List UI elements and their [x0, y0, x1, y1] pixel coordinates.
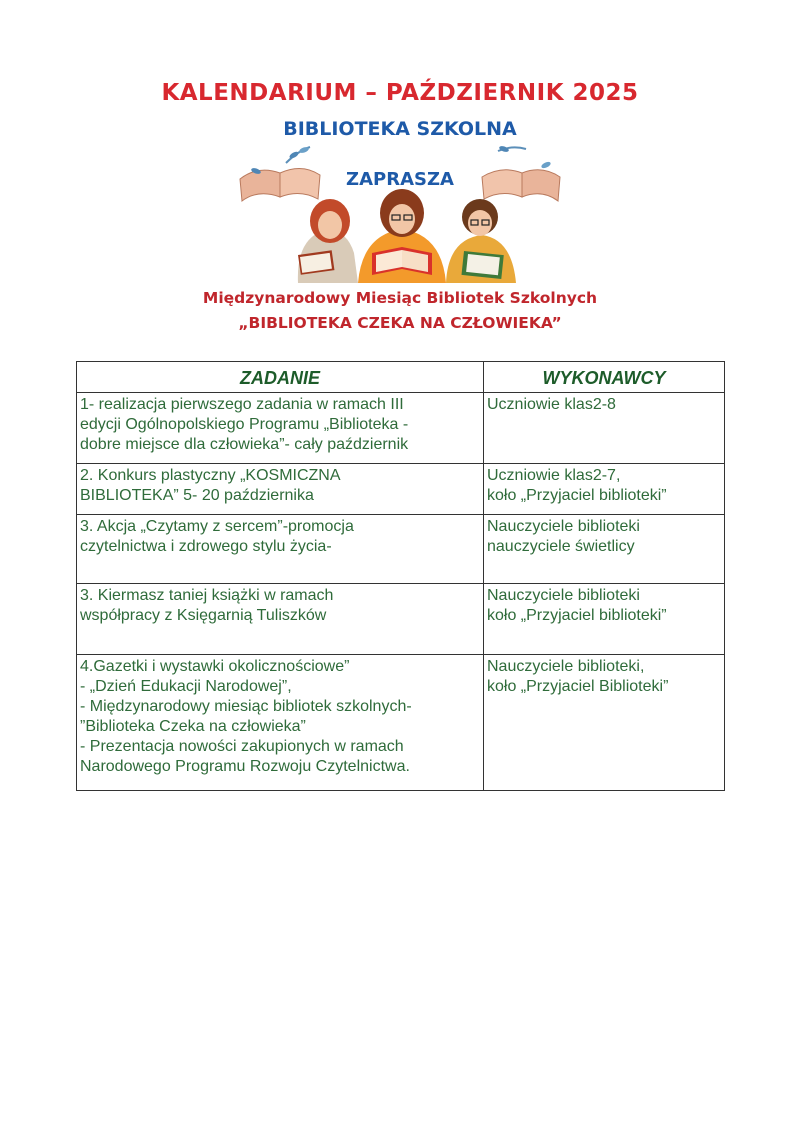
executors-cell [484, 655, 725, 791]
task-cell [77, 515, 484, 584]
task-cell [77, 464, 484, 515]
page-title: KALENDARIUM – PAŹDZIERNIK 2025 [161, 80, 639, 106]
table-row [77, 655, 725, 791]
table-row [77, 584, 725, 655]
student-right-figure [446, 199, 516, 283]
executor-line: koło „Przyjaciel Biblioteki” [487, 678, 669, 695]
executors-cell [484, 515, 725, 584]
task-cell [77, 393, 484, 464]
column-header-task: ZADANIE [77, 362, 484, 393]
task-line: 2. Konkurs plastyczny „KOSMICZNA [80, 467, 341, 484]
task-line: czytelnictwa i zdrowego stylu życia- [80, 538, 332, 555]
reading-students-illustration [236, 143, 564, 285]
column-header-executors: WYKONAWCY [484, 362, 725, 393]
event-motto: „BIBLIOTEKA CZEKA NA CZŁOWIEKA” [238, 314, 562, 332]
task-line: - „Dzień Edukacji Narodowej”, [80, 678, 292, 695]
table-row [77, 393, 725, 464]
task-line: - Międzynarodowy miesiąc bibliotek szkolnych- [80, 698, 412, 715]
invite-text: ZAPRASZA [346, 169, 454, 190]
executor-line: koło „Przyjaciel biblioteki” [487, 487, 667, 504]
table-header-row [77, 362, 725, 393]
task-line: dobre miejsce dla człowieka”- cały październik [80, 436, 409, 453]
executors-cell [484, 464, 725, 515]
task-line: 3. Akcja „Czytamy z sercem”-promocja [80, 518, 354, 535]
task-line: edycji Ogólnopolskiego Programu „Biblioteka - [80, 416, 409, 433]
executor-line: koło „Przyjaciel biblioteki” [487, 607, 667, 624]
student-left-figure [298, 199, 358, 283]
executor-line: Nauczyciele biblioteki, [487, 658, 645, 675]
task-line: współpracy z Księgarnią Tuliszków [80, 607, 327, 624]
task-line: BIBLIOTEKA” 5- 20 października [80, 487, 314, 504]
executor-line: Uczniowie klas2-8 [487, 396, 616, 413]
executor-line: nauczyciele świetlicy [487, 538, 635, 555]
task-cell [77, 655, 484, 791]
executor-line: Uczniowie klas2-7, [487, 467, 621, 484]
task-line: 1- realizacja pierwszego zadania w ramach III [80, 396, 404, 413]
table-row [77, 515, 725, 584]
executors-cell [484, 584, 725, 655]
task-cell [77, 584, 484, 655]
executor-line: Nauczyciele biblioteki [487, 587, 640, 604]
schedule-table [76, 361, 725, 791]
executors-cell [484, 393, 725, 464]
task-line: ”Biblioteka Czeka na człowieka” [80, 718, 306, 735]
task-line: Narodowego Programu Rozwoju Czytelnictwa. [80, 758, 410, 775]
month-event-name: Międzynarodowy Miesiąc Bibliotek Szkolnych [202, 289, 598, 307]
task-line: 3. Kiermasz taniej książki w ramach [80, 587, 334, 604]
library-subtitle: BIBLIOTEKA SZKOLNA [283, 118, 517, 140]
student-middle-figure [358, 189, 446, 283]
task-line: - Prezentacja nowości zakupionych w ramach [80, 738, 404, 755]
task-line: 4.Gazetki i wystawki okolicznościowe” [80, 658, 350, 675]
table-row [77, 464, 725, 515]
executor-line: Nauczyciele biblioteki [487, 518, 640, 535]
illustration-graphic [236, 143, 564, 285]
